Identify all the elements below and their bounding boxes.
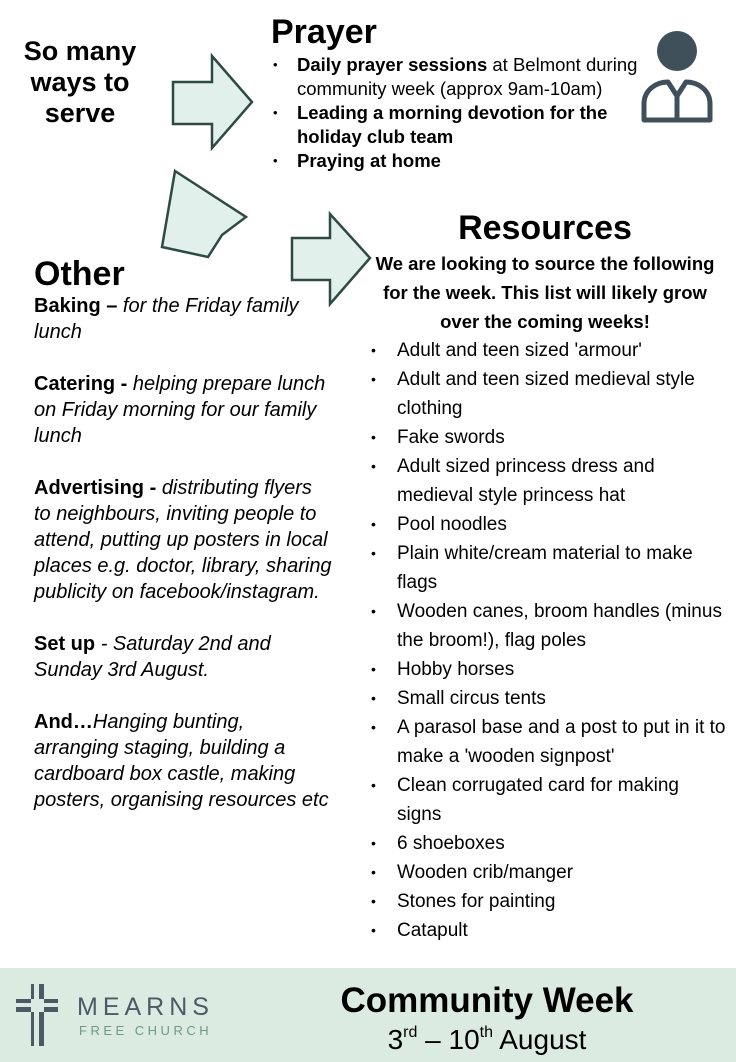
list-item: • Adult sized princess dress and medieval style princess hat: [371, 452, 726, 510]
list-item: • Wooden crib/manger: [371, 858, 726, 887]
resources-list: [371, 336, 726, 945]
resources-heading: Resources: [458, 209, 632, 247]
brand-name: MEARNS: [77, 993, 214, 1021]
prayer-heading: Prayer: [271, 13, 377, 51]
prayer-list: [271, 53, 646, 173]
list-item: • Fake swords: [371, 423, 726, 452]
cross-icon: [14, 982, 60, 1048]
list-item: • Daily prayer sessions at Belmont during community week (approx 9am-10am): [271, 53, 646, 101]
other-heading: Other: [34, 255, 125, 293]
event-dates: 3rd – 10th August: [387, 1024, 587, 1055]
person-icon: [640, 30, 714, 126]
arrow-down-left-icon: [160, 168, 252, 260]
list-item: • Catapult: [371, 916, 726, 945]
list-item: • Stones for painting: [371, 887, 726, 916]
resources-intro: We are looking to source the following for the week. This list will likely grow over the coming weeks!: [375, 253, 715, 332]
list-item: • Plain white/cream material to make flags: [371, 539, 726, 597]
event-title: Community Week: [340, 981, 634, 1020]
list-item: • Wooden canes, broom handles (minus the broom!), flag poles: [371, 597, 726, 655]
other-list: [34, 293, 334, 813]
list-item: • Clean corrugated card for making signs: [371, 771, 726, 829]
tagline: So many ways to serve: [23, 36, 137, 128]
list-item: Set up - Saturday 2nd and Sunday 3rd August.: [34, 633, 271, 681]
list-item: • Small circus tents: [371, 684, 726, 713]
list-item: • Adult and teen sized medieval style clothing: [371, 365, 726, 423]
list-item: • 6 shoeboxes: [371, 829, 726, 858]
list-item: Advertising - distributing flyers to neighbours, inviting people to attend, putting up posters in local places e.g. doctor, library, sharing publicity on facebook/instagram.: [34, 477, 332, 603]
list-item: • Leading a morning devotion for the holiday club team: [271, 101, 646, 149]
list-item: • Praying at home: [271, 149, 646, 173]
list-item: Catering - helping prepare lunch on Friday morning for our family lunch: [34, 373, 326, 447]
list-item: And…Hanging bunting, arranging staging, building a cardboard box castle, making posters, organising resources etc: [34, 711, 329, 811]
list-item: • Pool noodles: [371, 510, 726, 539]
arrow-right-icon: [168, 52, 256, 154]
list-item: • Adult and teen sized 'armour': [371, 336, 726, 365]
list-item: Baking – for the Friday family lunch: [34, 295, 299, 343]
brand-subtitle: FREE CHURCH: [79, 1023, 213, 1038]
list-item: • Hobby horses: [371, 655, 726, 684]
list-item: • A parasol base and a post to put in it to make a 'wooden signpost': [371, 713, 726, 771]
